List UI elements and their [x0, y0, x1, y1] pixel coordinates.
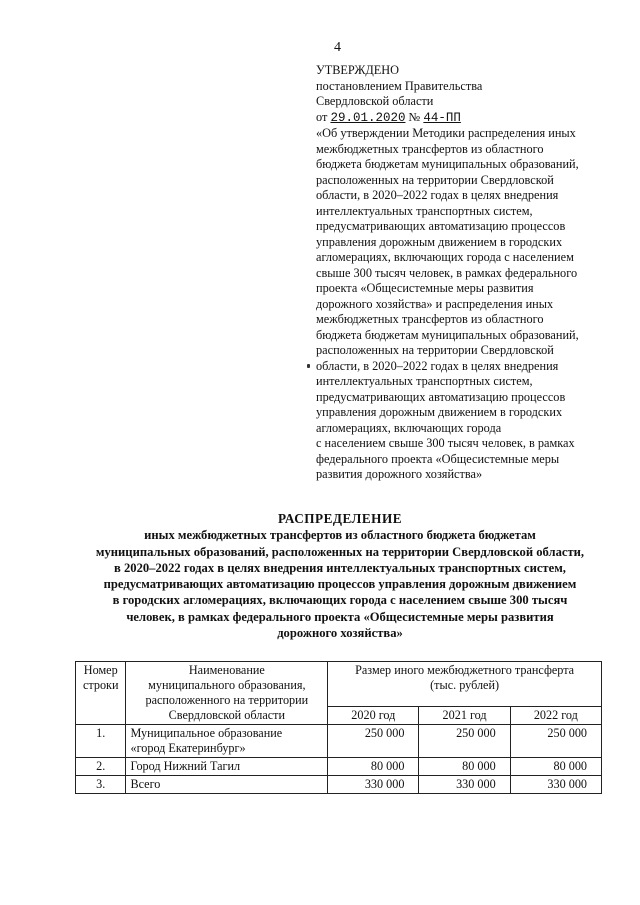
description-line: дорожного хозяйства» и распределения иных — [316, 296, 554, 311]
distribution-title — [60, 511, 620, 641]
row-name-line: Муниципальное образование — [130, 726, 283, 740]
table-row — [76, 725, 602, 758]
description-line: свыше 300 тысяч человек, в рамках федерального — [316, 265, 578, 280]
row-value-2021: 80 000 — [419, 758, 510, 776]
table-row — [76, 758, 602, 776]
approval-date-line — [316, 110, 616, 127]
distribution-subtitle-line: дорожного хозяйства» — [277, 626, 403, 641]
scan-speck — [307, 364, 310, 368]
header-name-line: Свердловской области — [168, 708, 285, 722]
approval-title: УТВЕРЖДЕНО — [316, 63, 400, 77]
row-value-2022: 330 000 — [510, 776, 601, 794]
distribution-heading: РАСПРЕДЕЛЕНИЕ — [278, 511, 402, 526]
row-name — [126, 758, 328, 776]
description-line: области, в 2020–2022 годах в целях внедрения — [316, 188, 559, 202]
description-line: интеллектуальных транспортных систем, — [316, 203, 533, 218]
description-line: межбюджетных трансфертов из областного — [316, 312, 544, 326]
description-line: управления дорожным движением в городских — [316, 405, 563, 419]
row-value-2020: 250 000 — [328, 725, 419, 758]
description-line: бюджета бюджетам муниципальных образований, — [316, 157, 579, 171]
row-name — [126, 725, 328, 758]
approval-line-2: Свердловской области — [316, 94, 434, 108]
description-line: расположенных на территории Свердловской — [316, 343, 554, 357]
row-value-2021: 250 000 — [419, 725, 510, 758]
distribution-subtitle-line: человек, в рамках федерального проекта «Общесистемные меры развития — [126, 609, 554, 624]
row-value-2020: 80 000 — [328, 758, 419, 776]
header-name-line: Наименование — [188, 663, 265, 677]
table-header-row — [76, 662, 602, 707]
approval-line-1: постановлением Правительства — [316, 78, 483, 93]
row-value-2022: 250 000 — [510, 725, 601, 758]
description-line: проекта «Общесистемные меры развития — [316, 281, 534, 295]
description-line: «Об утверждении Методики распределения иных — [316, 126, 576, 140]
distribution-subtitle-line: в городских агломерациях, включающих города с населением свыше 300 тысяч — [112, 593, 568, 608]
row-name-line: «город Екатеринбург» — [130, 741, 246, 755]
header-size-line: Размер иного межбюджетного трансферта — [355, 663, 575, 677]
row-number: 1. — [76, 725, 126, 758]
transfers-table — [75, 661, 602, 794]
distribution-subtitle-line: иных межбюджетных трансфертов из областного бюджета бюджетам — [144, 528, 536, 543]
header-year-2022: 2022 год — [510, 707, 601, 725]
header-transfer-size — [328, 662, 602, 707]
description-line: межбюджетных трансфертов из областного — [316, 141, 544, 156]
row-name-line: Всего — [130, 777, 161, 791]
distribution-subtitle-line: в 2020–2022 годах в целях внедрения интеллектуальных транспортных систем, — [114, 560, 566, 575]
description-line: федерального проекта «Общесистемные меры — [316, 451, 560, 466]
description-line: расположенных на территории Свердловской — [316, 172, 554, 187]
row-name-line: Город Нижний Тагил — [130, 759, 241, 773]
row-value-2021: 330 000 — [419, 776, 510, 794]
approval-block — [316, 63, 616, 483]
header-name — [126, 662, 328, 725]
distribution-subtitle-line: муниципальных образований, расположенных на территории Свердловской области, — [95, 544, 585, 559]
header-year-2021: 2021 год — [419, 707, 510, 725]
row-value-2022: 80 000 — [510, 758, 601, 776]
header-name-line: муниципального образования, — [148, 678, 306, 692]
description-line: с населением свыше 300 тысяч человек, в рамках — [316, 436, 575, 450]
number-prefix: № — [408, 109, 421, 124]
description-line: управления дорожным движением в городских — [316, 234, 563, 249]
date-prefix: от — [316, 109, 328, 124]
row-number: 2. — [76, 758, 126, 776]
row-number: 3. — [76, 776, 126, 794]
header-size-line: (тыс. рублей) — [430, 678, 500, 692]
description-line: бюджета бюджетам муниципальных образований, — [316, 327, 579, 342]
table-row-total — [76, 776, 602, 794]
approval-number: 44-ПП — [423, 110, 461, 125]
header-num-line: Номер — [83, 663, 118, 677]
row-name — [126, 776, 328, 794]
row-value-2020: 330 000 — [328, 776, 419, 794]
distribution-subtitle-line: предусматривающих автоматизацию процессов управления дорожным движением — [103, 577, 577, 592]
description-line: предусматривающих автоматизацию процессов — [316, 219, 566, 233]
description-line: агломерациях, включающих города — [316, 420, 502, 435]
description-line: области, в 2020–2022 годах в целях внедрения — [316, 358, 559, 373]
description-line: интеллектуальных транспортных систем, — [316, 374, 533, 388]
page-number: 4 — [334, 40, 341, 55]
description-line: предусматривающих автоматизацию процессов — [316, 389, 566, 404]
approval-description — [316, 126, 616, 483]
header-year-2020: 2020 год — [328, 707, 419, 725]
description-line: развития дорожного хозяйства» — [316, 467, 483, 481]
description-line: агломерациях, включающих города с населением — [316, 250, 574, 264]
approval-date: 29.01.2020 — [330, 110, 406, 125]
header-name-line: расположенного на территории — [145, 693, 309, 707]
header-num-line: строки — [82, 678, 119, 692]
header-row-number — [76, 662, 126, 725]
